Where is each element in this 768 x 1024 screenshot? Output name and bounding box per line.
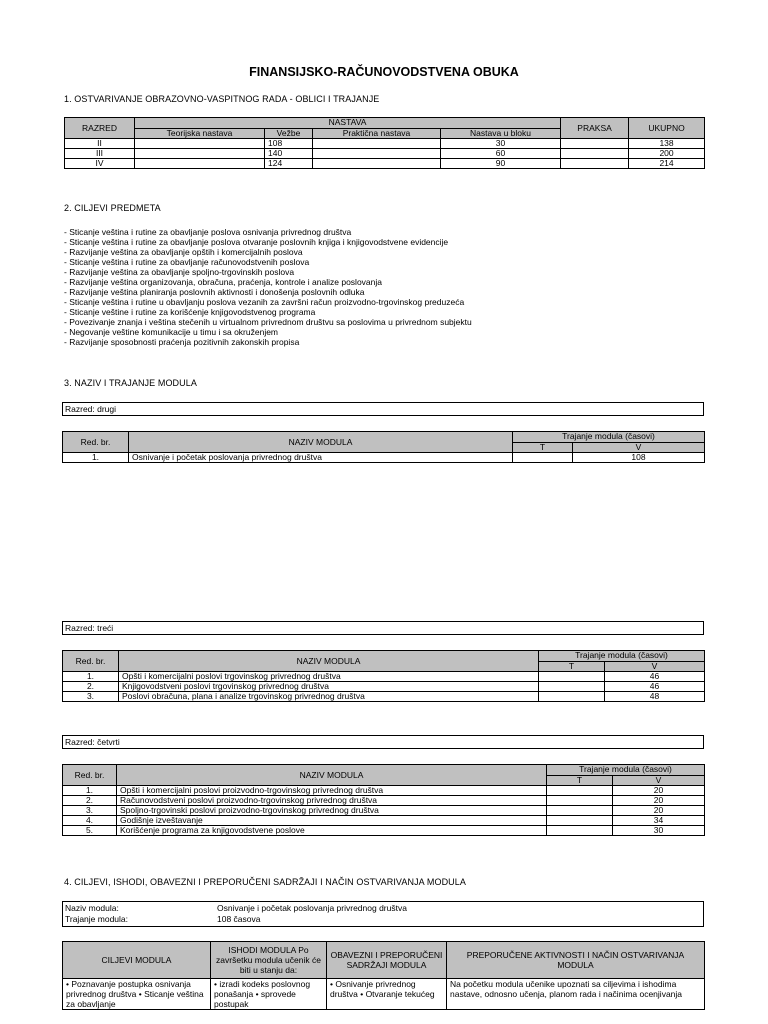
header-naziv: NAZIV MODULA <box>119 651 539 672</box>
cell-naziv: Računovodstveni poslovi proizvodno-trgovinskog privrednog društva <box>117 796 547 806</box>
page-title: FINANSIJSKO-RAČUNOVODSTVENA OBUKA <box>249 65 519 79</box>
moduli-cetvrti-table <box>62 764 705 836</box>
cell-v: 30 <box>613 826 705 836</box>
cell-v: 20 <box>613 786 705 796</box>
table-row <box>63 979 705 1010</box>
table-row <box>63 672 705 682</box>
section2-heading: 2. CILJEVI PREDMETA <box>64 203 161 213</box>
razred-cetvrti-label: Razred: četvrti <box>62 735 704 749</box>
table-row <box>65 139 705 149</box>
cell-teorijska <box>135 159 265 169</box>
cell-t <box>547 796 613 806</box>
section3-heading: 3. NAZIV I TRAJANJE MODULA <box>64 378 197 388</box>
list-item: - Razvijanje veština organizovanja, obračuna, praćenja, kontrole i analize poslovanja <box>64 277 382 287</box>
list-item: - Razvijanje veština planiranja poslovnih aktivnosti i donošenja poslovnih odluka <box>64 287 365 297</box>
cell-naziv: Osnivanje i početak poslovanja privrednog društva <box>129 453 513 463</box>
cell-blok: 60 <box>441 149 561 159</box>
cell-praksa <box>561 139 629 149</box>
cell-v: 46 <box>605 672 705 682</box>
oblici-table <box>64 117 705 169</box>
header-redbr: Red. br. <box>63 765 117 786</box>
table-row <box>65 149 705 159</box>
cell-blok: 30 <box>441 139 561 149</box>
table-row <box>63 453 705 463</box>
table-row <box>63 692 705 702</box>
cell-naziv: Korišćenje programa za knjigovodstvene poslove <box>117 826 547 836</box>
list-item: - Povezivanje znanja i veština stečenih u virtualnom privrednom društvu sa poslovima u privrednom subjektu <box>64 317 472 327</box>
header-obavezni: OBAVEZNI I PREPORUČENI SADRŽAJI MODULA <box>327 942 447 979</box>
list-item: - Sticanje veštine i rutine za korišćenje knjigovodstvenog programa <box>64 307 316 317</box>
cell-razred: II <box>65 139 135 149</box>
cell-naziv: Godišnje izveštavanje <box>117 816 547 826</box>
cell-ukupno: 214 <box>629 159 705 169</box>
header-v: V <box>573 442 705 453</box>
cell-v: 48 <box>605 692 705 702</box>
cell-ukupno: 200 <box>629 149 705 159</box>
cell-ukupno: 138 <box>629 139 705 149</box>
header-preporucene: PREPORUČENE AKTIVNOSTI I NAČIN OSTVARIVANJA MODULA <box>447 942 705 979</box>
cell-vezbe: 108 <box>265 139 313 149</box>
cell-t <box>539 692 605 702</box>
cell-naziv: Opšti i komercijalni poslovi trgovinskog privrednog društva <box>119 672 539 682</box>
list-item: - Negovanje veštine komunikacije u timu i sa okruženjem <box>64 327 279 337</box>
table-row <box>63 806 705 816</box>
ciljevi-list <box>64 227 472 347</box>
trajanje-value: 108 časova <box>217 914 261 924</box>
cell-prakticna <box>313 149 441 159</box>
header-t: T <box>513 442 573 453</box>
table-row <box>63 816 705 826</box>
cell-redbr: 1. <box>63 672 119 682</box>
cell-razred: IV <box>65 159 135 169</box>
cell-redbr: 1. <box>63 786 117 796</box>
table-row <box>65 159 705 169</box>
moduli-treci-table <box>62 650 705 702</box>
table-row <box>63 786 705 796</box>
moduli-drugi-table <box>62 431 705 463</box>
cell-v: 20 <box>613 806 705 816</box>
cell-ishodi: • izradi kodeks poslovnog ponašanja • sprovede postupak <box>211 979 327 1010</box>
cell-praksa <box>561 159 629 169</box>
list-item: - Razvijanje veština za obavljanje spoljno-trgovinskih poslova <box>64 267 295 277</box>
cell-prakticna <box>313 159 441 169</box>
table-row <box>63 796 705 806</box>
header-redbr: Red. br. <box>63 432 129 453</box>
header-blok: Nastava u bloku <box>441 128 561 139</box>
section1-heading: 1. OSTVARIVANJE OBRAZOVNO-VASPITNOG RADA - OBLICI I TRAJANJE <box>64 94 380 104</box>
header-ciljevi: CILJEVI MODULA <box>63 942 211 979</box>
razred-treci-label: Razred: treći <box>62 621 704 635</box>
razred-drugi-label: Razred: drugi <box>62 402 704 416</box>
list-item: - Sticanje veština i rutine za obavljanje poslova otvaranje poslovnih knjiga i knjigovodstvene evidencije <box>64 237 449 247</box>
cell-teorijska <box>135 149 265 159</box>
cell-redbr: 2. <box>63 682 119 692</box>
naziv-label: Naziv modula: <box>65 903 119 913</box>
list-item: - Razvijanje veština za obavljanje opštih i komercijalnih poslova <box>64 247 303 257</box>
header-redbr: Red. br. <box>63 651 119 672</box>
cell-t <box>547 806 613 816</box>
cell-redbr: 1. <box>63 453 129 463</box>
cell-v: 20 <box>613 796 705 806</box>
cell-ciljevi: • Poznavanje postupka osnivanja privrednog društva • Sticanje veština za obavljanje <box>63 979 211 1010</box>
cell-razred: III <box>65 149 135 159</box>
cell-vezbe: 124 <box>265 159 313 169</box>
cell-teorijska <box>135 139 265 149</box>
list-item: - Sticanje veština i rutine za obavljanje poslova osnivanja privrednog društva <box>64 227 352 237</box>
table-row <box>63 826 705 836</box>
header-naziv: NAZIV MODULA <box>129 432 513 453</box>
cell-naziv: Spoljno-trgovinski poslovi proizvodno-trgovinskog privrednog društva <box>117 806 547 816</box>
header-t: T <box>539 661 605 672</box>
trajanje-label: Trajanje modula: <box>65 914 128 924</box>
list-item: - Razvijanje sposobnosti praćenja pozitivnih zakonskih propisa <box>64 337 300 347</box>
header-nastava: NASTAVA <box>135 118 561 129</box>
cell-v: 34 <box>613 816 705 826</box>
header-razred: RAZRED <box>65 118 135 139</box>
modul-info-box <box>62 901 704 927</box>
cell-t <box>539 672 605 682</box>
cell-t <box>547 786 613 796</box>
header-naziv: NAZIV MODULA <box>117 765 547 786</box>
list-item: - Sticanje veština i rutine u obavljanju poslova vezanih za završni račun proizvodno-trgovinskog preduzeća <box>64 297 465 307</box>
cell-t <box>547 826 613 836</box>
table-row <box>63 682 705 692</box>
cell-t <box>539 682 605 692</box>
header-trajanje: Trajanje modula (časovi) <box>547 765 705 776</box>
section4-heading: 4. CILJEVI, ISHODI, OBAVEZNI I PREPORUČENI SADRŽAJI I NAČIN OSTVARIVANJA MODULA <box>64 877 466 887</box>
cell-redbr: 5. <box>63 826 117 836</box>
cell-redbr: 4. <box>63 816 117 826</box>
header-ukupno: UKUPNO <box>629 118 705 139</box>
header-trajanje: Trajanje modula (časovi) <box>539 651 705 662</box>
cell-v: 46 <box>605 682 705 692</box>
header-v: V <box>613 775 705 786</box>
header-v: V <box>605 661 705 672</box>
cell-t <box>547 816 613 826</box>
cell-naziv: Poslovi obračuna, plana i analize trgovinskog privrednog društva <box>119 692 539 702</box>
cell-t <box>513 453 573 463</box>
header-trajanje: Trajanje modula (časovi) <box>513 432 705 443</box>
modul-detail-table <box>62 941 705 1010</box>
cell-naziv: Knjigovodstveni poslovi trgovinskog privrednog društva <box>119 682 539 692</box>
cell-redbr: 3. <box>63 806 117 816</box>
cell-redbr: 2. <box>63 796 117 806</box>
cell-preporucene: Na početku modula učenike upoznati sa ciljevima i ishodima nastave, odnosno učenja, planom rada i načinima ocenjivanja <box>447 979 705 1010</box>
cell-v: 108 <box>573 453 705 463</box>
cell-prakticna <box>313 139 441 149</box>
cell-praksa <box>561 149 629 159</box>
header-vezbe: Vežbe <box>265 128 313 139</box>
header-prakticna: Praktična nastava <box>313 128 441 139</box>
cell-redbr: 3. <box>63 692 119 702</box>
header-teorijska: Teorijska nastava <box>135 128 265 139</box>
cell-naziv: Opšti i komercijalni poslovi proizvodno-trgovinskog privrednog društva <box>117 786 547 796</box>
cell-vezbe: 140 <box>265 149 313 159</box>
header-t: T <box>547 775 613 786</box>
list-item: - Sticanje veština i rutine za obavljanje računovodstvenih poslova <box>64 257 310 267</box>
naziv-value: Osnivanje i početak poslovanja privrednog društva <box>217 903 407 913</box>
cell-blok: 90 <box>441 159 561 169</box>
header-ishodi: ISHODI MODULA Po završetku modula učenik će biti u stanju da: <box>211 942 327 979</box>
cell-obavezni: • Osnivanje privrednog društva • Otvaranje tekućeg <box>327 979 447 1010</box>
header-praksa: PRAKSA <box>561 118 629 139</box>
